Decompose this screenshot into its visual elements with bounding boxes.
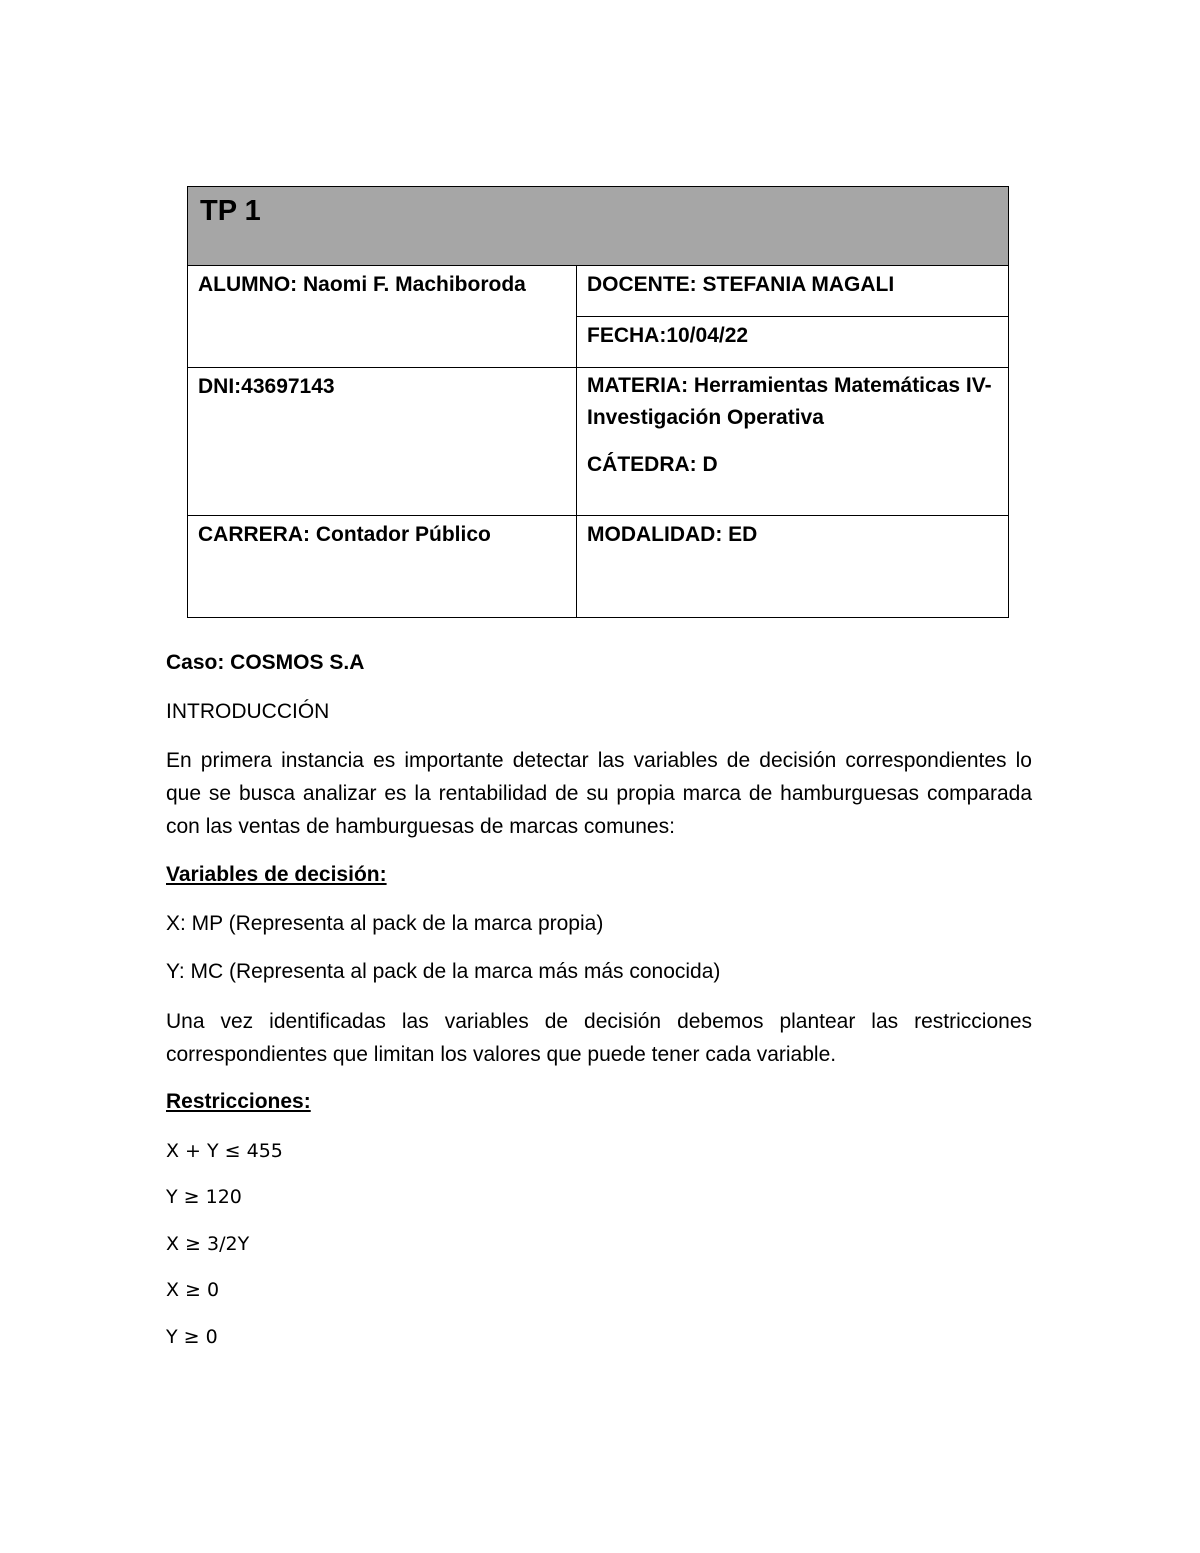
- document-title: TP 1: [200, 195, 261, 227]
- restricciones-heading: Restricciones:: [166, 1090, 311, 1113]
- caso-title: Caso: COSMOS S.A: [166, 651, 365, 674]
- dni-text: DNI:43697143: [198, 375, 335, 398]
- materia-text-line2: Investigación Operativa: [587, 406, 824, 429]
- dni-cell: [188, 368, 577, 516]
- restriccion-item: Y ≥ 0: [166, 1326, 218, 1348]
- intro-paragraph: En primera instancia es importante detectar las variables de decisión correspondientes lo que se busca analizar es la rentabilidad de su propia marca de hamburguesas comparada con las ventas de hamburguesas de marcas comunes:: [166, 749, 1032, 838]
- alumno-cell: [188, 266, 577, 368]
- restricciones-intro: Una vez identificadas las variables de decisión debemos plantear las restricciones correspondientes que limitan los valores que puede tener cada variable.: [166, 1010, 1032, 1066]
- info-table: [187, 186, 1009, 618]
- catedra-text: CÁTEDRA: D: [587, 453, 718, 476]
- variable-x: X: MP (Representa al pack de la marca propia): [166, 912, 604, 935]
- introduccion-heading: INTRODUCCIÓN: [166, 700, 330, 723]
- variables-heading: Variables de decisión:: [166, 863, 387, 886]
- restriccion-item: X ≥ 0: [166, 1279, 220, 1301]
- restriccion-item: Y ≥ 120: [166, 1186, 242, 1208]
- fecha-cell: [577, 317, 1009, 368]
- carrera-text: CARRERA: Contador Público: [198, 523, 491, 546]
- alumno-text: ALUMNO: Naomi F. Machiboroda: [198, 273, 526, 296]
- fecha-text: FECHA:10/04/22: [587, 324, 749, 347]
- restriccion-item: X ≥ 3/2Y: [166, 1233, 250, 1255]
- docente-cell: [577, 266, 1009, 317]
- modalidad-cell: [577, 516, 1009, 618]
- carrera-cell: [188, 516, 577, 618]
- restriccion-item: X + Y ≤ 455: [166, 1140, 283, 1162]
- title-cell: [188, 187, 1009, 266]
- modalidad-text: MODALIDAD: ED: [587, 523, 758, 546]
- docente-text: DOCENTE: STEFANIA MAGALI: [587, 273, 895, 296]
- variable-y: Y: MC (Representa al pack de la marca más más conocida): [166, 960, 721, 983]
- materia-cell: [577, 368, 1009, 516]
- materia-text-line1: MATERIA: Herramientas Matemáticas IV-: [587, 374, 992, 397]
